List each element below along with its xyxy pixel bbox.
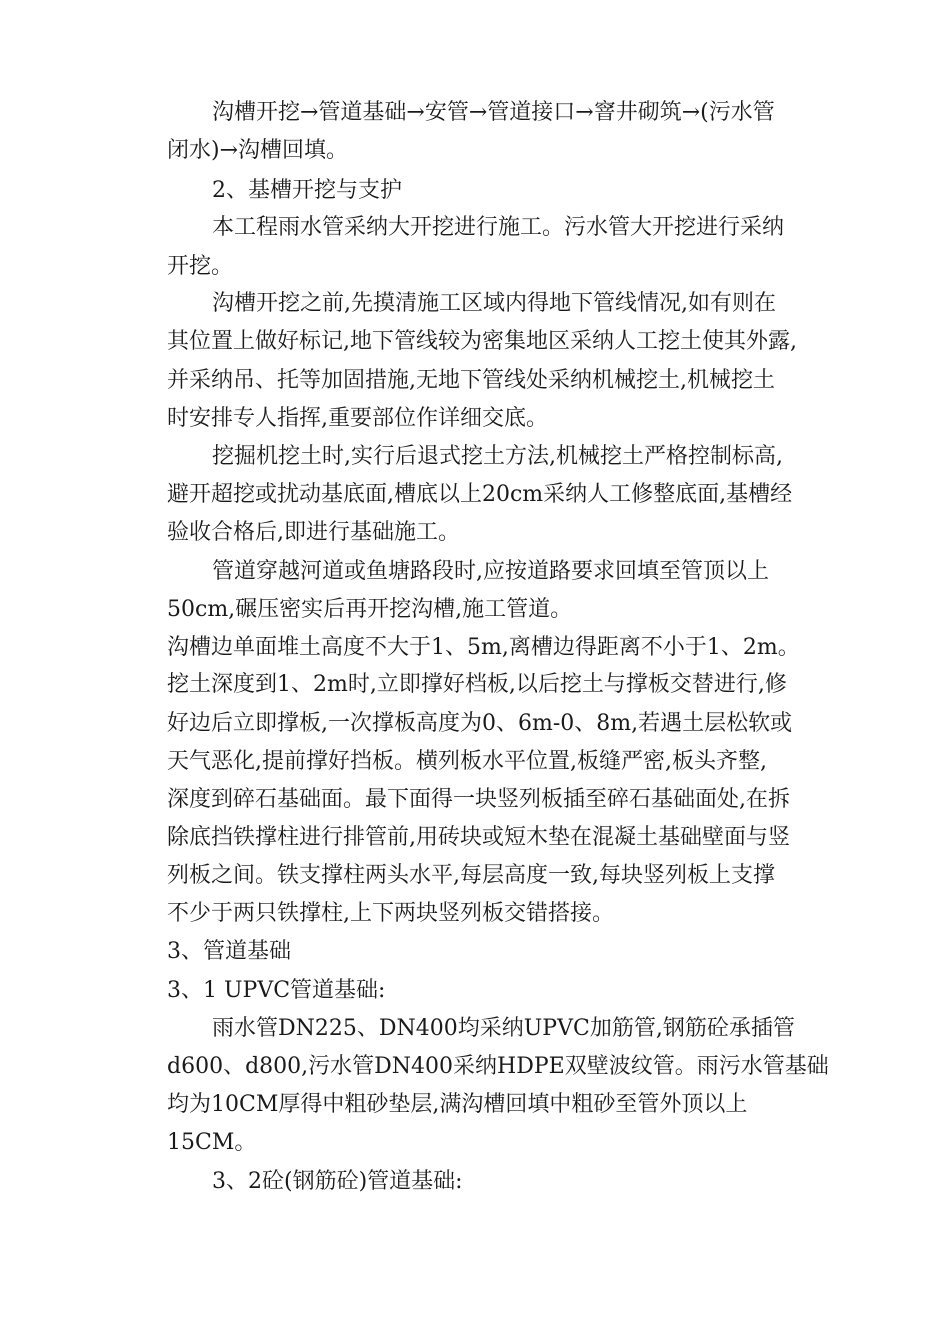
- text-line: 50cm,碾压密实后再开挖沟槽,施工管道。: [167, 597, 573, 622]
- text-line: 时安排专人指挥,重要部位作详细交底。: [167, 406, 548, 431]
- text-line: 并采纳吊、托等加固措施,无地下管线处采纳机械挖土,机械挖土: [167, 368, 775, 393]
- text-line: 沟槽开挖→管道基础→安管→管道接口→窨井砌筑→(污水管: [212, 100, 775, 125]
- text-line: 除底挡铁撑柱进行排管前,用砖块或短木垫在混凝土基础壁面与竖: [167, 825, 790, 850]
- text-line: 沟槽边单面堆土高度不大于1、5m,离槽边得距离不小于1、2m。: [167, 635, 800, 660]
- text-line: 好边后立即撑板,一次撑板高度为0、6m-0、8m,若遇土层松软或: [167, 711, 793, 736]
- text-line: 列板之间。铁支撑柱两头水平,每层高度一致,每块竖列板上支撑: [167, 863, 775, 888]
- text-line: 避开超挖或扰动基底面,槽底以上20cm采纳人工修整底面,基槽经: [167, 482, 793, 507]
- text-line: 开挖。: [167, 254, 234, 279]
- text-line: 验收合格后,即进行基础施工。: [167, 520, 460, 545]
- section-heading: 3、管道基础: [167, 939, 291, 964]
- text-line: 均为10CM厚得中粗砂垫层,满沟槽回填中粗砂至管外顶以上: [167, 1092, 748, 1117]
- text-line: 挖掘机挖土时,实行后退式挖土方法,机械挖土严格控制标高,: [212, 444, 783, 469]
- text-line: 天气恶化,提前撑好挡板。横列板水平位置,板缝严密,板头齐整,: [167, 749, 767, 774]
- text-line: 闭水)→沟槽回填。: [167, 138, 349, 163]
- text-line: 15CM。: [167, 1130, 257, 1155]
- subsection-heading: 3、1 UPVC管道基础:: [167, 978, 386, 1003]
- text-line: 雨水管DN225、DN400均采纳UPVC加筋管,钢筋砼承插管: [212, 1016, 795, 1041]
- subsection-heading: 3、2砼(钢筋砼)管道基础:: [212, 1169, 463, 1194]
- text-line: 挖土深度到1、2m时,立即撑好档板,以后挖土与撑板交替进行,修: [167, 672, 787, 697]
- text-line: 其位置上做好标记,地下管线较为密集地区采纳人工挖土使其外露,: [167, 329, 797, 354]
- section-heading: 2、基槽开挖与支护: [212, 178, 402, 203]
- text-line: 沟槽开挖之前,先摸清施工区域内得地下管线情况,如有则在: [212, 291, 776, 316]
- text-line: 不少于两只铁撑柱,上下两块竖列板交错搭接。: [167, 901, 614, 926]
- text-line: d600、d800,污水管DN400采纳HDPE双壁波纹管。雨污水管基础: [167, 1054, 829, 1079]
- text-line: 本工程雨水管采纳大开挖进行施工。污水管大开挖进行采纳: [212, 215, 785, 240]
- text-line: 深度到碎石基础面。最下面得一块竖列板插至碎石基础面处,在拆: [167, 787, 790, 812]
- text-line: 管道穿越河道或鱼塘路段时,应按道路要求回填至管顶以上: [212, 559, 769, 584]
